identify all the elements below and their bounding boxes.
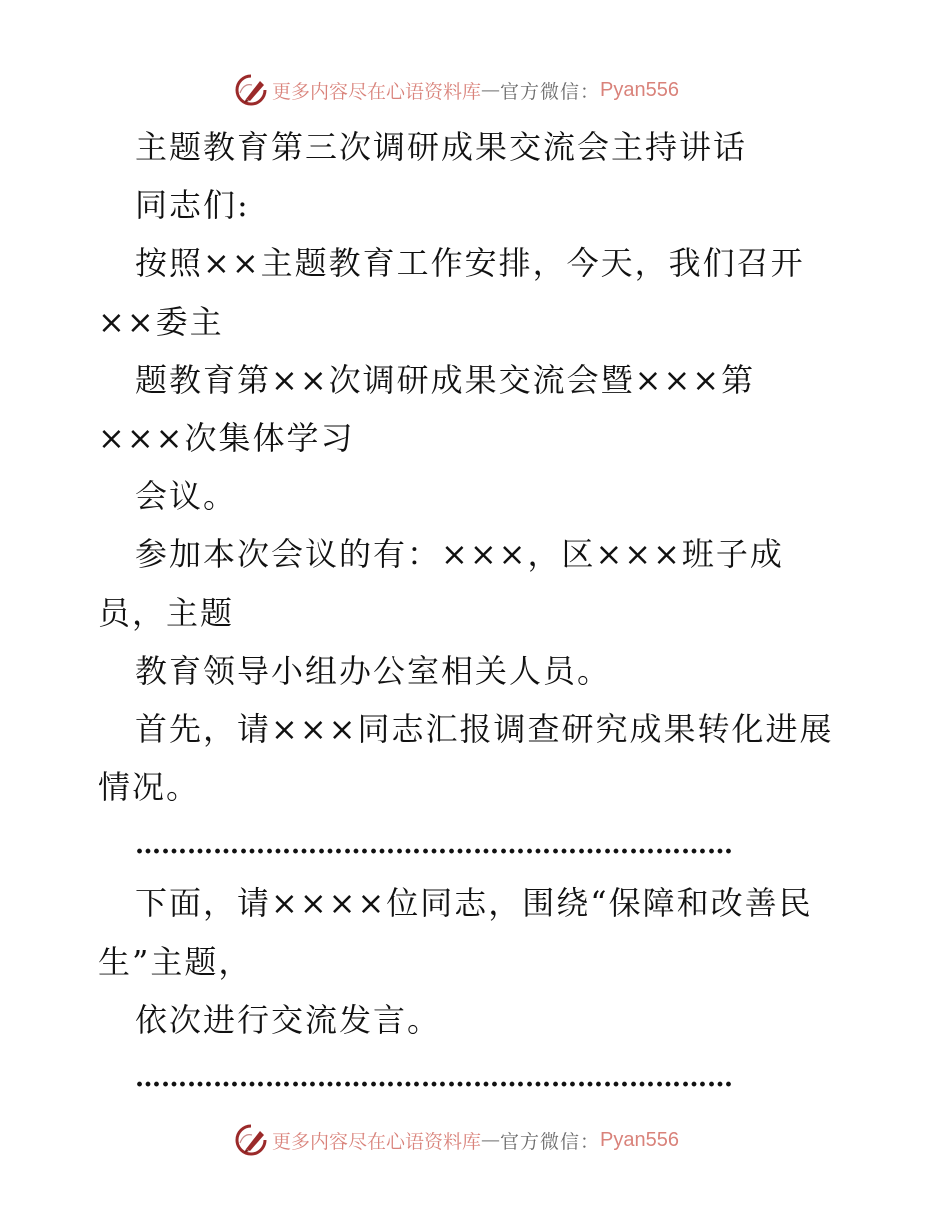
document-body <box>98 118 858 1107</box>
paragraph-line: 员，主题 <box>98 593 235 632</box>
watermark-wechat-id: Pyan556 <box>600 1128 679 1151</box>
watermark-wechat-label: 官方微信： <box>500 80 601 103</box>
paragraph-line: 题教育第××次调研成果交流会暨×××第 <box>135 360 756 399</box>
watermark-dash: — <box>481 79 501 101</box>
paragraph-line: 按照××主题教育工作安排，今天，我们召开 <box>135 244 805 283</box>
ellipsis-separator: …………………………………………………………… <box>135 1063 733 1093</box>
pen-nib-circle-logo-icon <box>234 73 268 107</box>
paragraph-line: ××委主 <box>98 302 224 341</box>
paragraph-line: ×××次集体学习 <box>98 418 355 457</box>
watermark-wechat-id: Pyan556 <box>600 78 679 101</box>
document-title: 主题教育第三次调研成果交流会主持讲话 <box>135 128 748 166</box>
paragraph-line: 生”主题， <box>98 942 253 981</box>
paragraph-line: 会议。 <box>135 477 238 516</box>
paragraph-line: 下面，请××××位同志，围绕“保障和改善民 <box>135 884 813 923</box>
watermark-dash: — <box>481 1129 501 1151</box>
salutation: 同志们: <box>135 186 250 225</box>
pen-nib-circle-logo-icon <box>234 1123 268 1157</box>
paragraph-line: 首先，请×××同志汇报调查研究成果转化进展 <box>135 709 834 748</box>
ellipsis-separator: …………………………………………………………… <box>135 830 733 861</box>
paragraph-line: 参加本次会议的有：×××，区×××班子成 <box>135 535 784 574</box>
paragraph-line: 情况。 <box>98 768 201 807</box>
header-watermark <box>234 70 679 110</box>
watermark-site-text: 更多内容尽在心语资料库 <box>272 80 482 103</box>
paragraph-line: 依次进行交流发言。 <box>135 1000 442 1039</box>
footer-watermark <box>234 1120 679 1160</box>
paragraph-line: 教育领导小组办公室相关人员。 <box>135 651 612 690</box>
watermark-site-text: 更多内容尽在心语资料库 <box>272 1130 482 1153</box>
watermark-wechat-label: 官方微信： <box>500 1130 601 1153</box>
